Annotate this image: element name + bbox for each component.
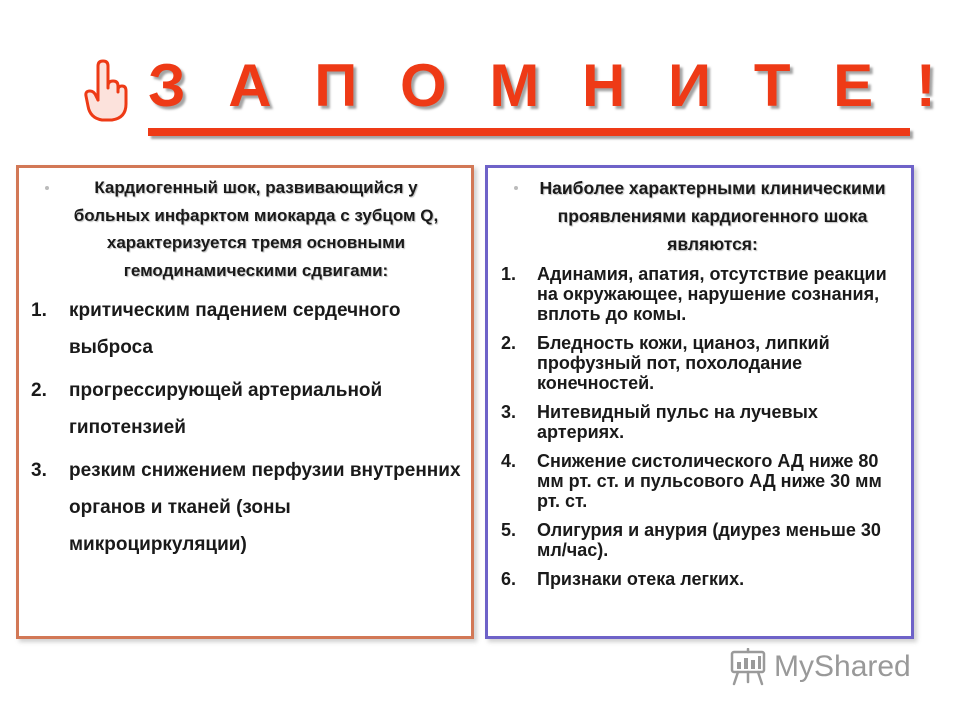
title-underline xyxy=(148,128,910,136)
item-number: 6. xyxy=(501,569,517,589)
item-number: 3. xyxy=(501,402,517,422)
list-item xyxy=(501,264,905,324)
watermark-text-my: My xyxy=(774,650,814,683)
item-text: Адинамия, апатия, отсутствие реакции на окружающее, нарушение сознания, вплоть до комы. xyxy=(537,264,887,324)
bullet-dot-icon xyxy=(45,186,49,190)
item-number: 2. xyxy=(31,380,47,401)
right-intro xyxy=(528,174,897,258)
item-text: Бледность кожи, цианоз, липкий профузный пот, похолодание конечностей. xyxy=(537,333,830,393)
item-number: 5. xyxy=(501,520,517,540)
item-text: Признаки отека легких. xyxy=(537,569,745,589)
item-text: прогрессирующей артериальной гипотензией xyxy=(69,380,383,438)
item-number: 4. xyxy=(501,451,517,471)
list-item xyxy=(31,292,461,366)
myshared-watermark[interactable] xyxy=(728,646,928,690)
list-item xyxy=(501,402,905,442)
item-text: Снижение систолического АД ниже 80 мм рт. ст. и пульсового АД ниже 30 мм рт. ст. xyxy=(537,451,882,511)
clinical-signs-panel xyxy=(485,165,914,639)
title-block xyxy=(78,50,949,140)
list-item xyxy=(31,452,461,563)
hemodynamic-shifts-list xyxy=(31,292,461,563)
left-intro-text: Кардиогенный шок, развивающийся у больных инфарктом миокарда с зубцом Q, характеризуется тремя основными гемодинамическими сдвигами: xyxy=(73,178,439,280)
list-item xyxy=(501,333,905,393)
item-text: Олигурия и анурия (диурез меньше 30 мл/час). xyxy=(537,520,881,560)
hemodynamic-shifts-panel xyxy=(16,165,474,639)
clinical-signs-list xyxy=(501,264,905,589)
left-intro xyxy=(59,174,453,284)
item-number: 1. xyxy=(31,300,47,321)
list-item xyxy=(31,372,461,446)
item-number: 3. xyxy=(31,460,47,481)
presentation-board-icon xyxy=(728,648,768,686)
list-item xyxy=(501,451,905,511)
item-text: Нитевидный пульс на лучевых артериях. xyxy=(537,402,818,442)
list-item xyxy=(501,569,905,589)
watermark-text xyxy=(774,648,911,686)
item-text: резким снижением перфузии внутренних органов и тканей (зоны микроциркуляции) xyxy=(69,460,461,555)
item-text: критическим падением сердечного выброса xyxy=(69,300,401,358)
item-number: 2. xyxy=(501,333,517,353)
right-intro-text: Наиболее характерными клиническими проявлениями кардиогенного шока являются: xyxy=(539,178,886,254)
item-number: 1. xyxy=(501,264,517,284)
list-item xyxy=(501,520,905,560)
pointing-hand-icon xyxy=(78,58,132,124)
page-title: З А П О М Н И Т Е ! xyxy=(148,52,949,119)
watermark-text-shared: Shared xyxy=(814,650,911,683)
bullet-dot-icon xyxy=(514,186,518,190)
